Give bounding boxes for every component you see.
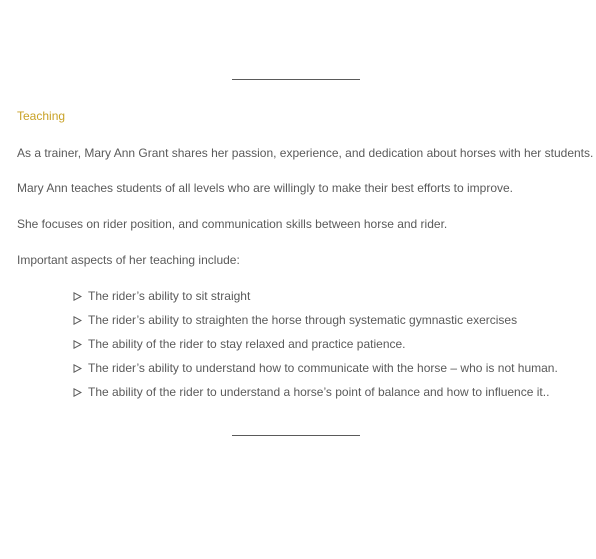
list-item-text: The rider’s ability to straighten the horse through systematic gymnastic exercises: [88, 313, 518, 327]
list-item: [73, 289, 558, 313]
list-item-text: The rider’s ability to understand how to communicate with the horse – who is not human.: [88, 361, 558, 375]
triangle-bullet-icon: [73, 313, 88, 325]
aspects-intro-paragraph: Important aspects of her teaching include:: [17, 253, 240, 267]
list-item-text: The ability of the rider to understand a horse’s point of balance and how to influence it..: [88, 385, 550, 399]
bottom-divider: [232, 435, 360, 436]
section-heading: Teaching: [17, 109, 66, 123]
intro-paragraph: As a trainer, Mary Ann Grant shares her passion, experience, and dedication about horses with her students.: [17, 146, 594, 160]
list-item: [73, 337, 558, 361]
levels-paragraph: Mary Ann teaches students of all levels who are willingly to make their best efforts to improve.: [17, 181, 514, 195]
triangle-bullet-icon: [73, 385, 88, 397]
list-item: [73, 313, 558, 337]
triangle-bullet-icon: [73, 337, 88, 349]
triangle-bullet-icon: [73, 361, 88, 373]
focus-paragraph: She focuses on rider position, and communication skills between horse and rider.: [17, 217, 448, 231]
list-item: [73, 361, 558, 385]
triangle-bullet-icon: [73, 289, 88, 301]
teaching-aspects-list: [73, 289, 558, 409]
list-item-text: The rider’s ability to sit straight: [88, 289, 251, 303]
top-divider: [232, 79, 360, 80]
list-item: [73, 385, 558, 409]
list-item-text: The ability of the rider to stay relaxed and practice patience.: [88, 337, 406, 351]
